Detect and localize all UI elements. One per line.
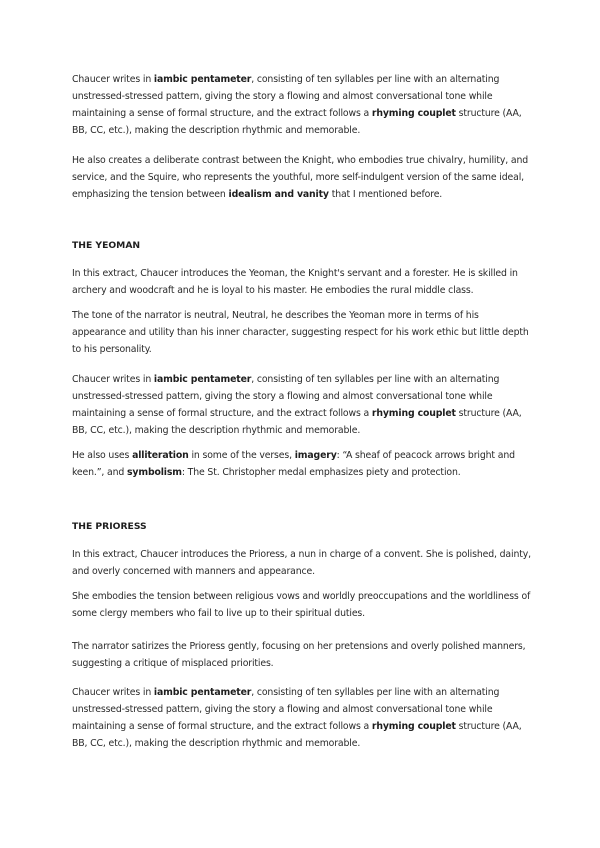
prioress-tension-paragraph: She embodies the tension between religious vows and worldly preoccupations and the worldliness of some clergy members who fail to live up to their spiritual duties.	[72, 591, 531, 619]
prioress-heading: THE PRIORESS	[72, 521, 147, 532]
knight-contrast-paragraph: He also creates a deliberate contrast between the Knight, who embodies true chivalry, humility, and service, and the Squire, who represents the youthful, more self-indulgent version of the same ideal, emphasizing the tension between idealism and vanity that I mentioned before.	[72, 155, 529, 200]
prioress-intro-paragraph: In this extract, Chaucer introduces the Prioress, a nun in charge of a convent. She is polished, dainty, and overly concerned with manners and appearance.	[72, 549, 531, 577]
knight-meter-paragraph: Chaucer writes in iambic pentameter, consisting of ten syllables per line with an alternating unstressed-stressed pattern, giving the story a flowing and almost conversational tone while maintaining a sense of formal structure, and the extract follows a rhyming couplet structure (AA, BB, CC, etc.), making the description rhythmic and memorable.	[72, 74, 522, 136]
yeoman-devices-paragraph: He also uses alliteration in some of the verses, imagery: “A sheaf of peacock arrows bright and keen.”, and symbolism: The St. Christopher medal emphasizes piety and protection.	[72, 450, 515, 478]
yeoman-meter-paragraph: Chaucer writes in iambic pentameter, consisting of ten syllables per line with an alternating unstressed-stressed pattern, giving the story a flowing and almost conversational tone while maintaining a sense of formal structure, and the extract follows a rhyming couplet structure (AA, BB, CC, etc.), making the description rhythmic and memorable.	[72, 374, 522, 436]
yeoman-heading: THE YEOMAN	[72, 240, 141, 251]
yeoman-intro-paragraph: In this extract, Chaucer introduces the Yeoman, the Knight's servant and a forester. He is skilled in archery and woodcraft and he is loyal to his master. He embodies the rural middle class.	[72, 268, 518, 296]
prioress-narrator-paragraph: The narrator satirizes the Prioress gently, focusing on her pretensions and overly polished manners, suggesting a critique of misplaced priorities.	[72, 641, 526, 669]
yeoman-tone-paragraph: The tone of the narrator is neutral, Neutral, he describes the Yeoman more in terms of his appearance and utility than his inner character, suggesting respect for his work ethic but little depth to his personality.	[72, 310, 529, 355]
prioress-meter-paragraph: Chaucer writes in iambic pentameter, consisting of ten syllables per line with an alternating unstressed-stressed pattern, giving the story a flowing and almost conversational tone while maintaining a sense of formal structure, and the extract follows a rhyming couplet structure (AA, BB, CC, etc.), making the description rhythmic and memorable.	[72, 687, 522, 749]
